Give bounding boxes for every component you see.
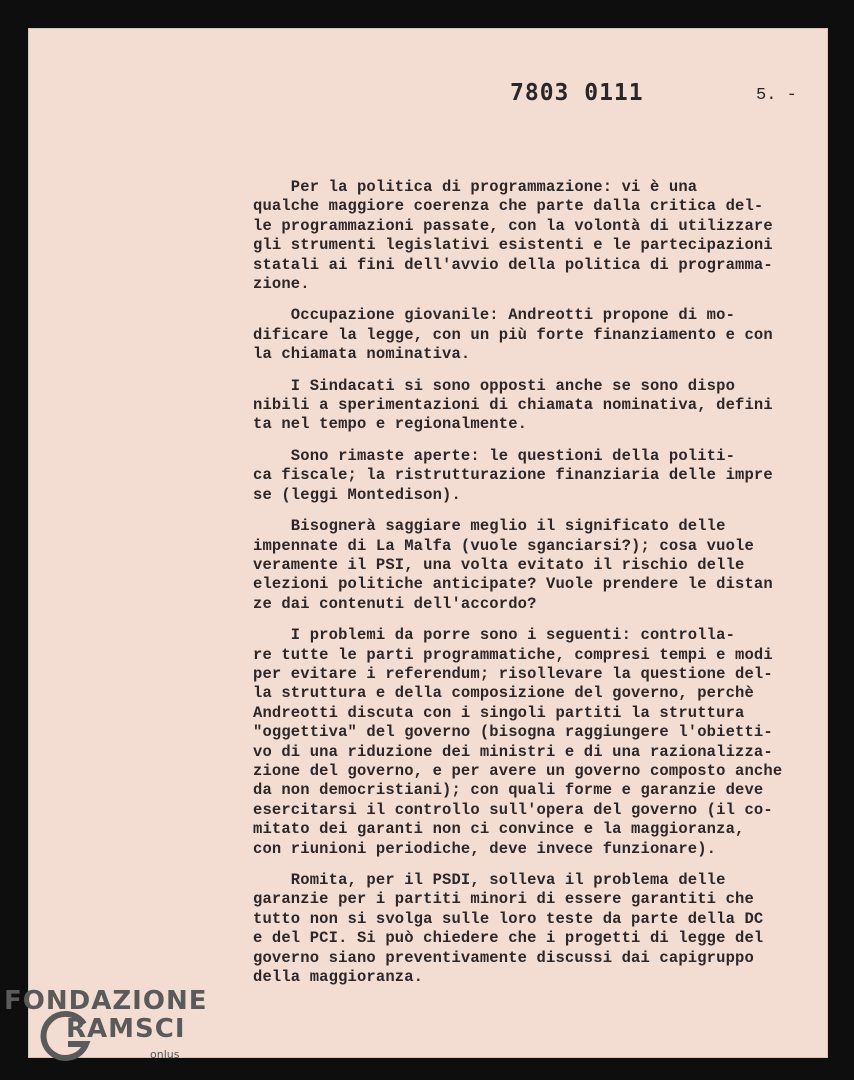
archive-number: 7803 0111 xyxy=(510,80,644,106)
text-line: Sono rimaste aperte: le questioni della politi- xyxy=(253,446,736,465)
document-page xyxy=(28,28,828,1058)
fondazione-gramsci-watermark xyxy=(4,986,214,1076)
paragraph xyxy=(253,377,813,435)
text-line: ta nel tempo e regionalmente. xyxy=(253,415,528,434)
paragraph xyxy=(253,306,813,364)
text-line: qualche maggiore coerenza che parte dalla critica del- xyxy=(253,197,764,216)
text-line: garanzie per i partiti minori di essere garantiti che xyxy=(253,890,754,909)
text-line: governo siano preventivamente discussi dai capigruppo xyxy=(253,948,754,967)
text-line: ca fiscale; la ristrutturazione finanziaria delle impre xyxy=(253,466,773,485)
text-line: la struttura e della composizione del governo, perchè xyxy=(253,684,754,703)
text-line: con riunioni periodiche, deve invece funzionare). xyxy=(253,839,717,858)
text-line: la chiamata nominativa. xyxy=(253,345,471,364)
text-line: della maggioranza. xyxy=(253,968,424,987)
text-line: se (leggi Montedison). xyxy=(253,485,461,504)
text-line: Occupazione giovanile: Andreotti propone di mo- xyxy=(253,306,736,325)
paragraph xyxy=(253,447,813,505)
text-line: da non democristiani); con quali forme e garanzie deve xyxy=(253,781,764,800)
document-body xyxy=(253,178,813,999)
text-line: re tutte le parti programmatiche, compresi tempi e modi xyxy=(253,645,773,664)
watermark-suffix: onlus xyxy=(150,1048,180,1061)
watermark-line2: RAMSCI xyxy=(66,1014,186,1044)
text-line: le programmazioni passate, con la volontà di utilizzare xyxy=(253,216,773,235)
text-line: nibili a sperimentazioni di chiamata nominativa, defini xyxy=(253,396,773,415)
paragraph xyxy=(253,517,813,614)
text-line: zione. xyxy=(253,275,310,294)
text-line: mitato dei garanti non ci convince e la maggioranza, xyxy=(253,820,745,839)
text-line: "oggettiva" del governo (bisogna raggiungere l'obietti- xyxy=(253,723,773,742)
text-line: Andreotti discuta con i singoli partiti la struttura xyxy=(253,703,745,722)
paragraph xyxy=(253,178,813,294)
text-line: e del PCI. Si può chiedere che i progetti di legge del xyxy=(253,929,764,948)
paragraph xyxy=(253,871,813,987)
text-line: Per la politica di programmazione: vi è una xyxy=(253,178,698,196)
text-line: zione del governo, e per avere un governo composto anche xyxy=(253,761,783,780)
text-line: I problemi da porre sono i seguenti: controlla- xyxy=(253,626,736,645)
paragraph xyxy=(253,626,813,859)
text-line: vo di una riduzione dei ministri e di una razionalizza- xyxy=(253,742,773,761)
text-line: I Sindacati si sono opposti anche se sono dispo xyxy=(253,376,736,395)
text-line: Bisognerà saggiare meglio il significato delle xyxy=(253,517,726,536)
text-line: ze dai contenuti dell'accordo? xyxy=(253,594,537,613)
text-line: dificare la legge, con un più forte finanziamento e con xyxy=(253,325,773,344)
text-line: elezioni politiche anticipate? Vuole prendere le distan xyxy=(253,575,773,594)
page-number: 5. - xyxy=(756,86,797,105)
watermark-line1: FONDAZIONE xyxy=(4,986,208,1016)
text-line: gli strumenti legislativi esistenti e le partecipazioni xyxy=(253,236,773,255)
text-line: Romita, per il PSDI, solleva il problema delle xyxy=(253,871,726,889)
text-line: tutto non si svolga sulle loro teste da parte della DC xyxy=(253,909,764,928)
text-line: impennate di La Malfa (vuole sganciarsi?); cosa vuole xyxy=(253,536,754,555)
text-line: statali ai fini dell'avvio della politica di programma- xyxy=(253,255,773,274)
text-line: per evitare i referendum; risollevare la questione del- xyxy=(253,664,773,683)
text-line: veramente il PSI, una volta evitato il rischio delle xyxy=(253,555,745,574)
text-line: esercitarsi il controllo sull'opera del governo (il co- xyxy=(253,800,773,819)
